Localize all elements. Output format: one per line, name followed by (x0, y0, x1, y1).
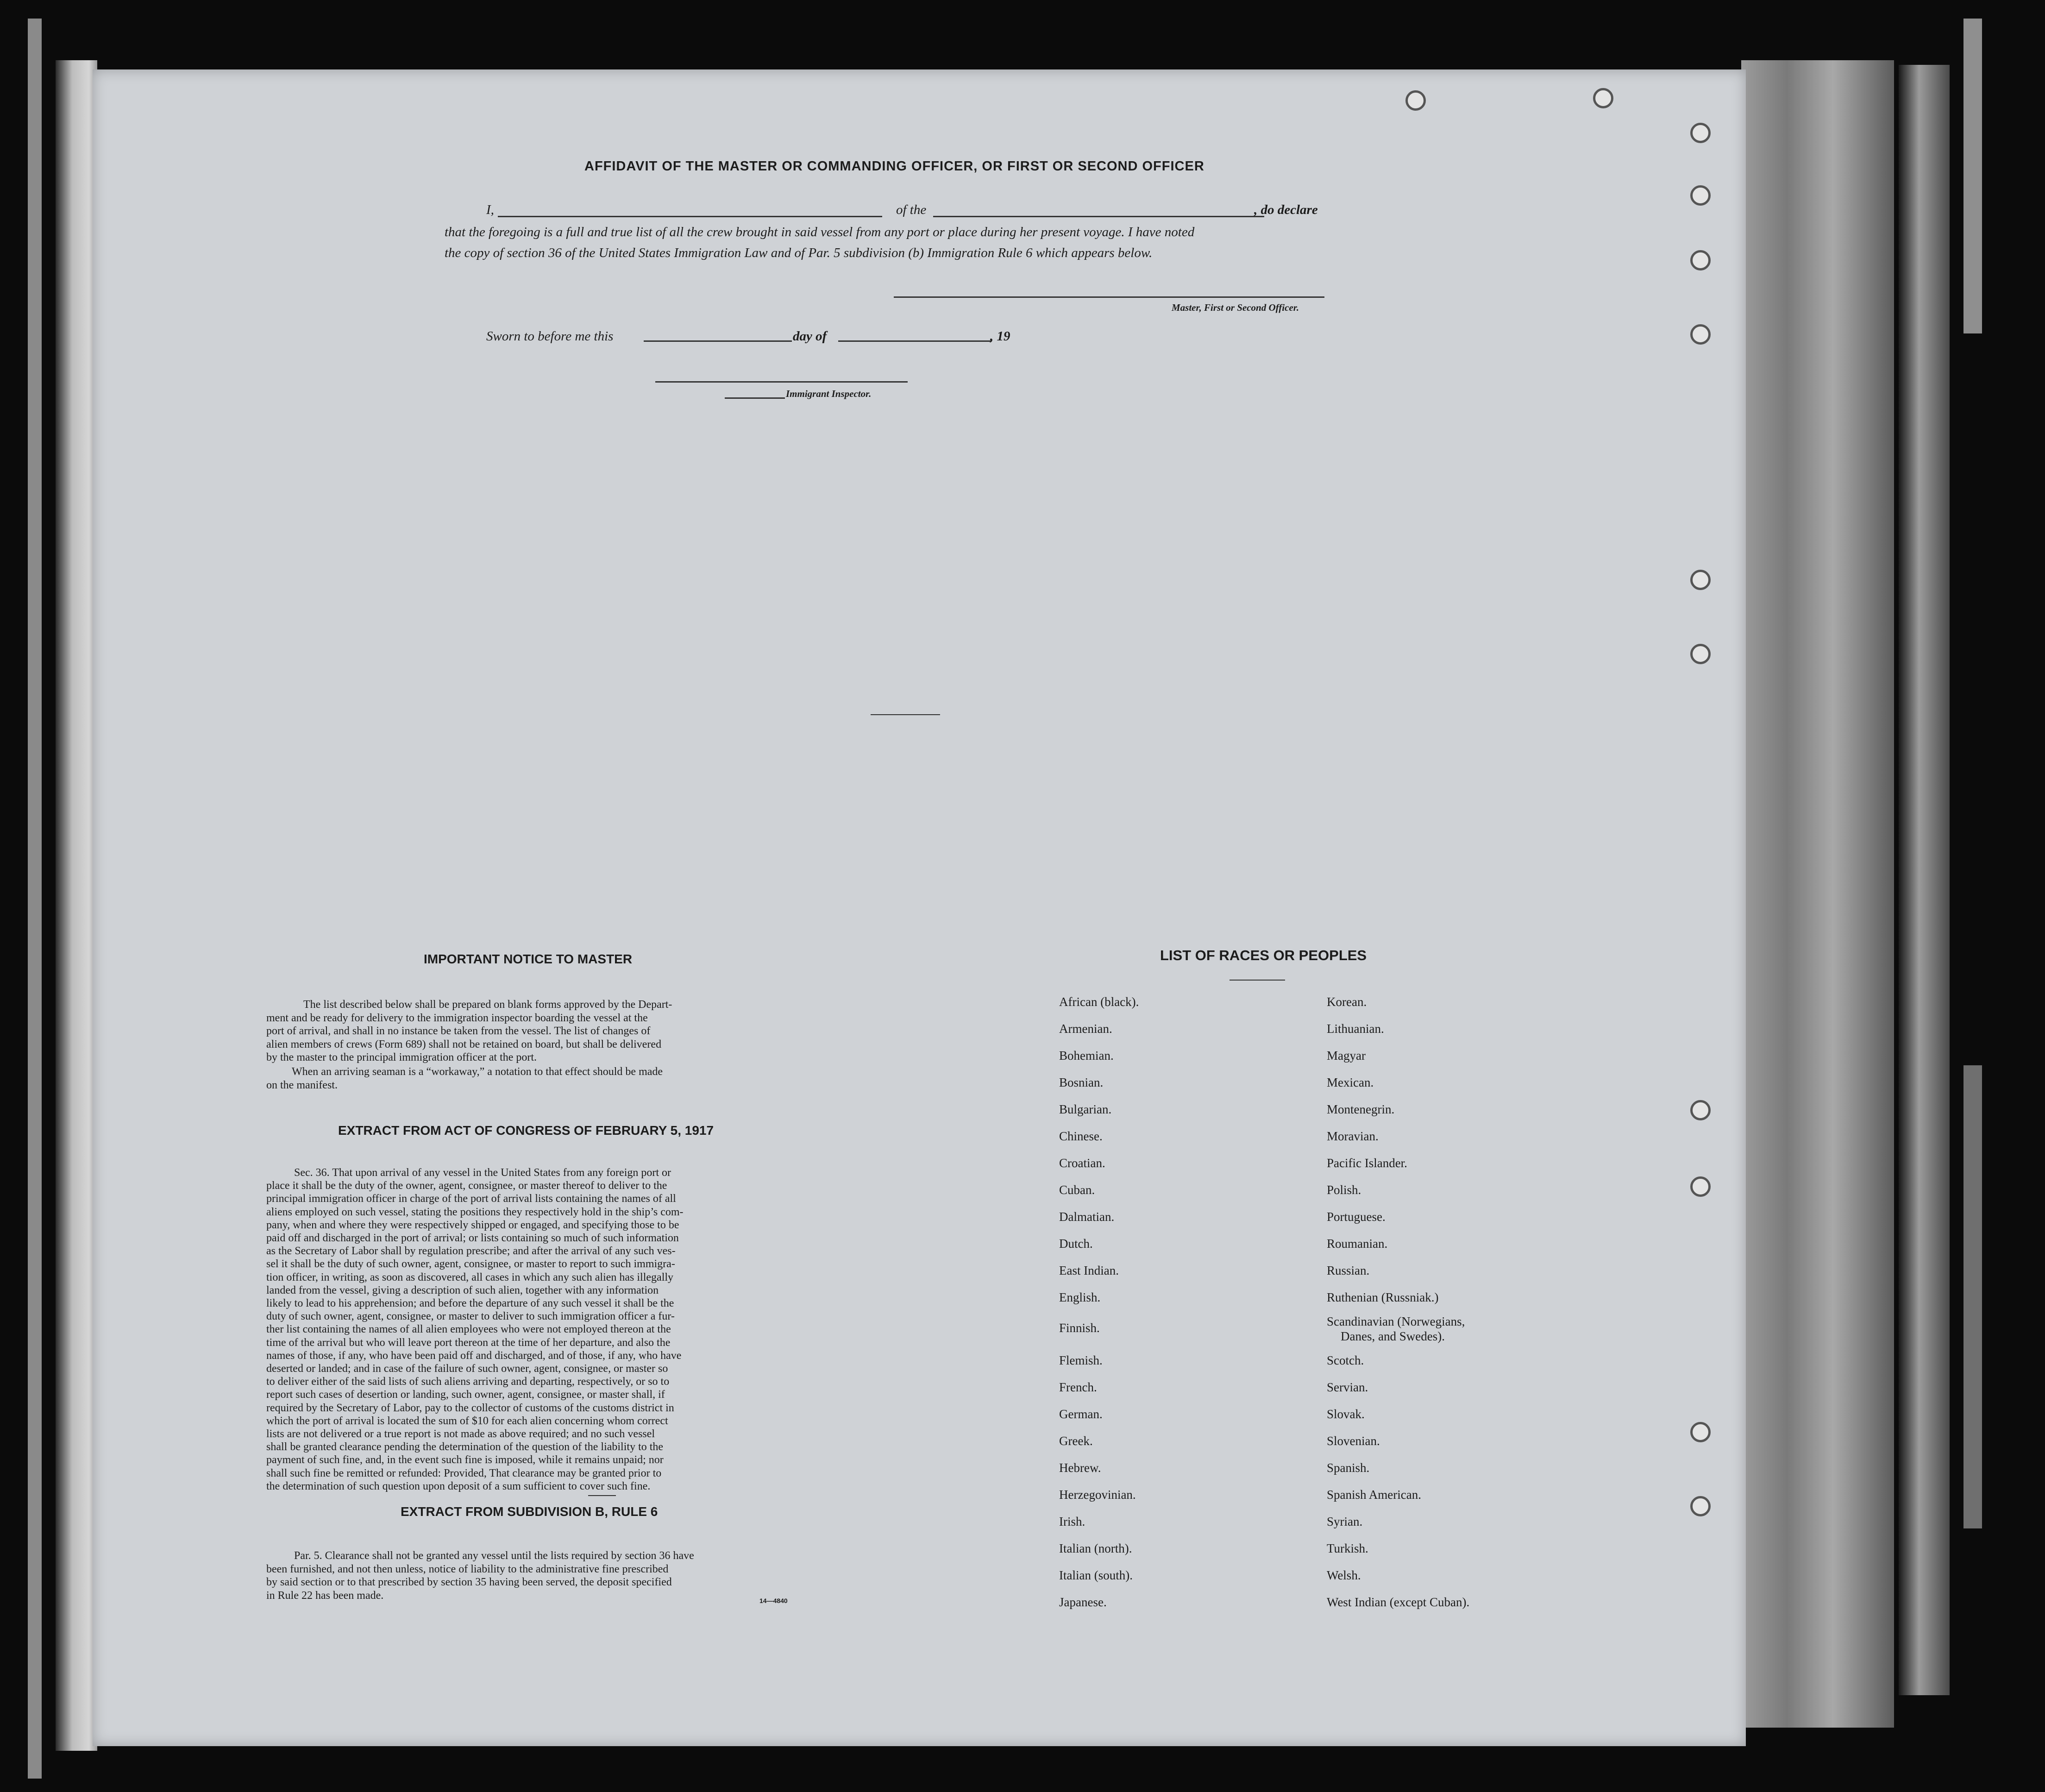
race-left-item: Dutch. (1059, 1237, 1093, 1251)
extract-act-line: paid off and discharged in the port of arrival; or lists containing so much of such information (266, 1232, 679, 1245)
race-left-item: German. (1059, 1407, 1103, 1421)
race-right-item: Montenegrin. (1327, 1102, 1395, 1116)
notice-p1-line: port of arrival, and shall in no instance be taken from the vessel. The list of changes of (266, 1025, 651, 1037)
extract-act-line: as the Secretary of Labor shall by regulation prescribe; and after the arrival of any such ves- (266, 1245, 676, 1258)
affidavit-text-line3: the copy of section 36 of the United States Immigration Law and of Par. 5 subdivision (b) Immigration Rule 6 which appears below. (445, 245, 1153, 260)
extract-act-line: ther list containing the names of all alien employees who were not employed thereon at the (266, 1323, 671, 1336)
document-page (93, 69, 1746, 1746)
race-left-item: Armenian. (1059, 1022, 1112, 1036)
race-right-item: Moravian. (1327, 1129, 1379, 1143)
sworn-year-label: , 19 (990, 329, 1010, 344)
notice-p1-line: by the master to the principal immigration officer at the port. (266, 1051, 537, 1063)
race-right-item: Scotch. (1327, 1353, 1364, 1367)
extract-act-title: EXTRACT FROM ACT OF CONGRESS OF FEBRUARY 5, 1917 (338, 1123, 714, 1138)
extract-act-line: lists are not delivered or a true report is not made as above required; and no such vessel (266, 1428, 655, 1440)
race-right-item: Spanish. (1327, 1461, 1370, 1475)
extract-act-line: Sec. 36. That upon arrival of any vessel in the United States from any foreign port or (294, 1167, 671, 1179)
race-right-item: Korean. (1327, 995, 1367, 1009)
race-right-item: Turkish. (1327, 1541, 1368, 1555)
form-number: 14—4840 (759, 1597, 788, 1604)
race-left-item: English. (1059, 1290, 1101, 1304)
binding-strip-bottom (1963, 1065, 1982, 1528)
inspector-short-line (725, 397, 785, 399)
inspector-signature-blank (655, 381, 908, 383)
race-left-item: Chinese. (1059, 1129, 1103, 1143)
extract-act-line: tion officer, in writing, as soon as discovered, all cases in which any such alien has illegally (266, 1271, 674, 1283)
extract-act-line: aliens employed on such vessel, stating the positions they respectively hold in the ship’s com- (266, 1206, 684, 1218)
race-right-item: Pacific Islander. (1327, 1156, 1407, 1170)
binding-strip-top (1963, 19, 1982, 333)
extract-rule-line: been furnished, and not then unless, notice of liability to the administrative fine prescribed (266, 1563, 669, 1575)
notice-p1-line: The list described below shall be prepared on blank forms approved by the Depart- (303, 999, 672, 1011)
extract-act-line: names of those, if any, who have been paid off and discharged, and of those, if any, who have (266, 1349, 682, 1362)
affidavit-declare-label: , do declare (1254, 202, 1318, 217)
extract-act-line: deserted or landed; and in case of the failure of such owner, agent, consignee, or master so (266, 1363, 668, 1375)
punch-hole-icon (1690, 644, 1711, 664)
races-title: LIST OF RACES OR PEOPLES (1160, 947, 1367, 963)
book-edge-right (1899, 65, 1950, 1695)
extract-act-line: shall be granted clearance pending the determination of the question of the liability to the (266, 1441, 664, 1453)
extract-act-line: sel it shall be the duty of such owner, agent, consignee, or master to report to such immigra- (266, 1258, 675, 1270)
notice-p2-line: When an arriving seaman is a “workaway,” a notation to that effect should be made (292, 1066, 663, 1078)
extract-act-line: time of the arrival but who will leave port thereon at the time of her departure, and also the (266, 1336, 671, 1349)
affidavit-i-label: I, (486, 202, 494, 217)
race-right-item: Servian. (1327, 1380, 1368, 1394)
race-right-item: Syrian. (1327, 1515, 1363, 1528)
race-left-item: Finnish. (1059, 1321, 1100, 1335)
punch-hole-icon (1690, 185, 1711, 206)
extract-act-line: the determination of such question upon deposit of a sum sufficient to cover such fine. (266, 1480, 651, 1492)
notice-paragraph-2 (266, 1065, 803, 1092)
race-left-item: Greek. (1059, 1434, 1093, 1448)
punch-hole-icon (1690, 1176, 1711, 1197)
race-left-item: Cuban. (1059, 1183, 1095, 1197)
extract-act-line: likely to lead to his apprehension; and before the departure of any such vessel it shall be the (266, 1297, 674, 1310)
race-right-item: Scandinavian (Norwegians, (1327, 1314, 1465, 1328)
race-left-item: Bohemian. (1059, 1049, 1114, 1063)
extract-act-text (266, 1166, 808, 1493)
extract-act-line: principal immigration officer in charge of the port of arrival lists containing the names of all (266, 1193, 676, 1205)
book-edge-left (56, 60, 97, 1751)
punch-hole-icon (1690, 570, 1711, 590)
extract-rule-title: EXTRACT FROM SUBDIVISION B, RULE 6 (401, 1504, 658, 1519)
sworn-prefix: Sworn to before me this (486, 329, 614, 344)
race-right-item: Lithuanian. (1327, 1022, 1384, 1036)
notice-p1-line: ment and be ready for delivery to the immigration inspector boarding the vessel at the (266, 1012, 648, 1024)
punch-hole-icon (1690, 1100, 1711, 1120)
extract-act-line: pany, when and where they were respectively shipped or engaged, and specifying those to be (266, 1219, 679, 1231)
punch-hole-icon (1690, 1496, 1711, 1516)
race-right-item: West Indian (except Cuban). (1327, 1595, 1470, 1609)
extract-rule-text (266, 1549, 808, 1602)
race-right-item: Slovenian. (1327, 1434, 1380, 1448)
extract-act-line: shall such fine be remitted or refunded: Provided, That clearance may be granted prior to (266, 1467, 662, 1479)
race-left-item: Croatian. (1059, 1156, 1105, 1170)
race-left-item: Italian (north). (1059, 1541, 1132, 1555)
extract-act-line: to deliver either of the said lists of such aliens arriving and departing, respectively, or so to (266, 1376, 670, 1388)
race-left-item: Bulgarian. (1059, 1102, 1112, 1116)
extract-act-line: place it shall be the duty of the owner, agent, consignee, or master thereof to deliver to the (266, 1180, 667, 1192)
extract-act-line: duty of such owner, agent, consignee, or master to deliver to such immigration officer a fur- (266, 1310, 675, 1323)
extract-act-line: report such cases of desertion or landing, such owner, agent, consignee, or master shall, if (266, 1389, 665, 1401)
punch-hole-icon (1690, 1422, 1711, 1442)
page-stack-right (1741, 60, 1894, 1728)
race-left-item: Italian (south). (1059, 1568, 1133, 1582)
notice-p1-line: alien members of crews (Form 689) shall not be retained on board, but shall be delivered (266, 1038, 662, 1050)
race-right-item: Welsh. (1327, 1568, 1361, 1582)
race-right-item: Polish. (1327, 1183, 1361, 1197)
signature-label: Master, First or Second Officer. (1172, 302, 1299, 313)
sworn-month-blank (838, 340, 991, 342)
extract-rule-line: by said section or to that prescribed by section 35 having been served, the deposit specified (266, 1576, 672, 1588)
inspector-label: Immigrant Inspector. (786, 388, 872, 399)
extract-rule-line: in Rule 22 has been made. (266, 1589, 384, 1602)
extract-act-line: which the port of arrival is located the sum of $10 for each alien concerning whom correct (266, 1415, 668, 1427)
race-right-item: Ruthenian (Russniak.) (1327, 1290, 1439, 1304)
race-left-item: Hebrew. (1059, 1461, 1101, 1475)
notice-title: IMPORTANT NOTICE TO MASTER (424, 952, 633, 966)
punch-hole-icon (1690, 123, 1711, 143)
race-right-item: Spanish American. (1327, 1488, 1421, 1502)
punch-hole-icon (1690, 324, 1711, 345)
race-left-item: Dalmatian. (1059, 1210, 1115, 1224)
book-edge-left-outer (28, 19, 42, 1779)
race-right-item: Mexican. (1327, 1075, 1374, 1089)
sworn-day-blank (644, 340, 792, 342)
race-left-item: French. (1059, 1380, 1097, 1394)
race-left-item: Bosnian. (1059, 1075, 1104, 1089)
affidavit-of-the-label: of the (896, 202, 927, 217)
punch-hole-icon (1593, 88, 1613, 108)
punch-hole-icon (1405, 90, 1426, 111)
race-right-item: Russian. (1327, 1264, 1370, 1277)
race-right-item: Portuguese. (1327, 1210, 1386, 1224)
center-divider (871, 714, 940, 715)
affidavit-title: AFFIDAVIT OF THE MASTER OR COMMANDING OFFICER, OR FIRST OR SECOND OFFICER (584, 159, 1204, 174)
affidavit-vessel-blank (933, 216, 1264, 217)
race-right-item: Magyar (1327, 1049, 1366, 1063)
extract-act-line: payment of such fine, and, in the event such fine is imposed, while it remains unpaid; nor (266, 1454, 664, 1466)
affidavit-name-blank (498, 216, 882, 217)
notice-paragraph-1 (266, 998, 803, 1064)
notice-p2-line: on the manifest. (266, 1079, 338, 1091)
race-left-item: Flemish. (1059, 1353, 1103, 1367)
race-left-item: Japanese. (1059, 1595, 1107, 1609)
race-right-item-continued: Danes, and Swedes). (1341, 1329, 1445, 1343)
race-right-item: Slovak. (1327, 1407, 1365, 1421)
punch-hole-icon (1690, 250, 1711, 270)
race-left-item: African (black). (1059, 995, 1139, 1009)
extract-act-line: landed from the vessel, giving a description of such alien, together with any information (266, 1284, 659, 1296)
races-title-underline (1230, 980, 1285, 981)
race-left-item: Irish. (1059, 1515, 1085, 1528)
sworn-day-of-label: day of (793, 329, 827, 344)
section-divider (588, 1495, 616, 1496)
race-left-item: Herzegovinian. (1059, 1488, 1136, 1502)
affidavit-text-line2: that the foregoing is a full and true list of all the crew brought in said vessel from any port or place during her present voyage. I have noted (445, 225, 1195, 239)
race-left-item: East Indian. (1059, 1264, 1119, 1277)
extract-act-line: required by the Secretary of Labor, pay to the collector of customs of the customs district in (266, 1402, 674, 1414)
extract-rule-line: Par. 5. Clearance shall not be granted any vessel until the lists required by section 36 have (294, 1550, 694, 1562)
signature-blank (894, 296, 1324, 298)
race-right-item: Roumanian. (1327, 1237, 1388, 1251)
